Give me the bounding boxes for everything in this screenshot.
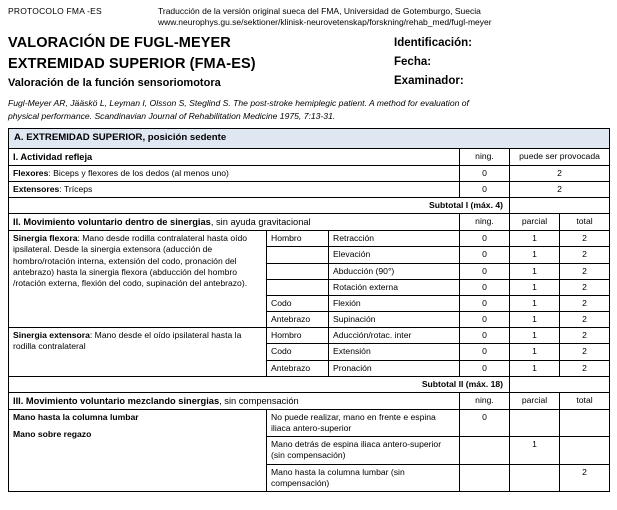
col-total-ii: total bbox=[560, 214, 610, 231]
parcial-2: 1 bbox=[510, 263, 560, 279]
row-flexores-label bbox=[9, 165, 460, 181]
total-0: 2 bbox=[560, 231, 610, 247]
translation-note bbox=[158, 6, 609, 27]
section-ii-title-bold: II. Movimiento voluntario dentro de sinergias bbox=[13, 217, 211, 228]
field-examinador: Examinador: bbox=[394, 74, 464, 87]
table-row bbox=[9, 165, 610, 181]
iii-ning-2 bbox=[460, 464, 510, 491]
joint-0: Hombro bbox=[267, 231, 329, 247]
joint-4: Codo bbox=[267, 295, 329, 311]
task-mano-columna-lumbar bbox=[9, 409, 267, 491]
flexores-bold: Flexores bbox=[13, 167, 49, 178]
extensores-prov: 2 bbox=[510, 181, 610, 197]
sinergia-extensora-bold: Sinergia extensora bbox=[13, 330, 90, 341]
translation-line-1: Traducción de la versión original sueca del FMA, Universidad de Gotemburgo, Suecia bbox=[158, 6, 481, 16]
ning-6: 0 bbox=[460, 328, 510, 344]
table-row bbox=[9, 328, 610, 344]
table-row bbox=[9, 376, 610, 392]
table-row bbox=[9, 392, 610, 409]
parcial-0: 1 bbox=[510, 231, 560, 247]
citation-line-1: Fugl-Meyer AR, Jääskö L, Leyman I, Olsson S, Steglind S. The post-stroke hemiplegic patient. A method for evaluation of bbox=[8, 98, 469, 109]
section-a-header: A. EXTREMIDAD SUPERIOR, posición sedente bbox=[9, 129, 610, 148]
ning-7: 0 bbox=[460, 344, 510, 360]
parcial-1: 1 bbox=[510, 247, 560, 263]
movement-0: Retracción bbox=[329, 231, 460, 247]
sinergia-flexora-rest: : Mano desde rodilla contralateral hasta oído ipsilateral. Desde la sinergia extensora (aducción de hombro/rotación interna, extensión del codo, pronación del antebrazo) hasta la sinergia flexora (abducción del hombro /rotación externa, flexión del codo, supinación del antebrazo). bbox=[13, 233, 248, 288]
ning-3: 0 bbox=[460, 279, 510, 295]
extensores-bold: Extensores bbox=[13, 183, 60, 194]
col-ning-i: ning. bbox=[460, 148, 510, 165]
total-1: 2 bbox=[560, 247, 610, 263]
iii-parcial-0 bbox=[510, 409, 560, 436]
section-ii-header bbox=[9, 214, 460, 231]
flexores-rest: : Biceps y flexores de los dedos (al menos uno) bbox=[48, 167, 229, 178]
iii-parcial-2 bbox=[510, 464, 560, 491]
col-ning-ii: ning. bbox=[460, 214, 510, 231]
iii-ning-0: 0 bbox=[460, 409, 510, 436]
parcial-6: 1 bbox=[510, 328, 560, 344]
joint-1 bbox=[267, 247, 329, 263]
protocol-label: PROTOCOLO FMA -ES bbox=[8, 6, 102, 16]
movement-2: Abducción (90°) bbox=[329, 263, 460, 279]
iii-parcial-1: 1 bbox=[510, 437, 560, 464]
section-iii-title-bold: III. Movimiento voluntario mezclando sinergias bbox=[13, 395, 220, 406]
joint-5: Antebrazo bbox=[267, 312, 329, 328]
col-provocada-i: puede ser provocada bbox=[510, 148, 610, 165]
page-subtitle: Valoración de la función sensoriomotora bbox=[8, 77, 221, 90]
ning-5: 0 bbox=[460, 312, 510, 328]
total-6: 2 bbox=[560, 328, 610, 344]
parcial-5: 1 bbox=[510, 312, 560, 328]
ning-4: 0 bbox=[460, 295, 510, 311]
col-parcial-iii: parcial bbox=[510, 392, 560, 409]
total-3: 2 bbox=[560, 279, 610, 295]
subtotal-ii-value[interactable] bbox=[510, 376, 610, 392]
iii-total-0 bbox=[560, 409, 610, 436]
fma-table bbox=[8, 128, 610, 492]
flexores-prov: 2 bbox=[510, 165, 610, 181]
section-ii-title-rest: , sin ayuda gravitacional bbox=[210, 217, 311, 228]
col-total-iii: total bbox=[560, 392, 610, 409]
movement-6: Aducción/rotac. inter bbox=[329, 328, 460, 344]
movement-5: Supinación bbox=[329, 312, 460, 328]
sinergia-flexora-desc bbox=[9, 231, 267, 328]
total-7: 2 bbox=[560, 344, 610, 360]
parcial-8: 1 bbox=[510, 360, 560, 376]
field-identificacion: Identificación: bbox=[394, 37, 472, 50]
ning-2: 0 bbox=[460, 263, 510, 279]
total-8: 2 bbox=[560, 360, 610, 376]
table-row bbox=[9, 181, 610, 197]
table-row bbox=[9, 409, 610, 436]
movement-1: Elevación bbox=[329, 247, 460, 263]
row-extensores-label bbox=[9, 181, 460, 197]
flexores-ning: 0 bbox=[460, 165, 510, 181]
joint-2 bbox=[267, 263, 329, 279]
parcial-7: 1 bbox=[510, 344, 560, 360]
movement-3: Rotación externa bbox=[329, 279, 460, 295]
col-ning-iii: ning. bbox=[460, 392, 510, 409]
sinergia-extensora-desc bbox=[9, 328, 267, 377]
total-4: 2 bbox=[560, 295, 610, 311]
table-row bbox=[9, 214, 610, 231]
subtotal-i-label: Subtotal I (máx. 4) bbox=[9, 197, 510, 213]
ning-0: 0 bbox=[460, 231, 510, 247]
citation bbox=[8, 97, 609, 122]
iii-total-1 bbox=[560, 437, 610, 464]
extensores-rest: : Tríceps bbox=[59, 183, 93, 194]
movement-8: Pronación bbox=[329, 360, 460, 376]
section-i-header: I. Actividad refleja bbox=[9, 148, 460, 165]
form-fields bbox=[394, 33, 609, 90]
col-parcial-ii: parcial bbox=[510, 214, 560, 231]
joint-3 bbox=[267, 279, 329, 295]
iii-desc-0: No puede realizar, mano en frente e espina iliaca antero-superior bbox=[267, 409, 460, 436]
table-row bbox=[9, 148, 610, 165]
joint-6: Hombro bbox=[267, 328, 329, 344]
sinergia-flexora-bold: Sinergia flexora bbox=[13, 233, 78, 244]
total-5: 2 bbox=[560, 312, 610, 328]
subtotal-i-value[interactable] bbox=[510, 197, 610, 213]
iii-ning-1 bbox=[460, 437, 510, 464]
translation-url: www.neurophys.gu.se/sektioner/klinisk-neurovetenskap/forskning/rehab_med/fugl-meyer bbox=[158, 16, 492, 27]
parcial-4: 1 bbox=[510, 295, 560, 311]
iii-total-2: 2 bbox=[560, 464, 610, 491]
section-iii-title-rest: , sin compensación bbox=[219, 395, 299, 406]
joint-7: Codo bbox=[267, 344, 329, 360]
total-2: 2 bbox=[560, 263, 610, 279]
joint-8: Antebrazo bbox=[267, 360, 329, 376]
table-row bbox=[9, 197, 610, 213]
extensores-ning: 0 bbox=[460, 181, 510, 197]
page-title-line-2: EXTREMIDAD SUPERIOR (FMA-ES) bbox=[8, 56, 256, 73]
table-row bbox=[9, 129, 610, 148]
sinergia-extensora-rest: : Mano desde el oído ipsilateral hasta la rodilla contralateral bbox=[13, 330, 242, 352]
movement-4: Flexión bbox=[329, 295, 460, 311]
ning-1: 0 bbox=[460, 247, 510, 263]
page-title-line-1: VALORACIÓN DE FUGL-MEYER bbox=[8, 35, 231, 52]
parcial-3: 1 bbox=[510, 279, 560, 295]
title-block bbox=[8, 33, 609, 90]
table-row bbox=[9, 231, 610, 247]
iii-desc-1: Mano detrás de espina iliaca antero-superior (sin compensación) bbox=[267, 437, 460, 464]
ning-8: 0 bbox=[460, 360, 510, 376]
field-fecha: Fecha: bbox=[394, 55, 432, 68]
task-label-1: Mano hasta la columna lumbar bbox=[13, 411, 139, 422]
task-label-2: Mano sobre regazo bbox=[13, 429, 92, 440]
title-left bbox=[8, 33, 394, 89]
document-header bbox=[8, 6, 609, 27]
citation-line-2: physical performance. Scandinavian Journal of Rehabilitation Medicine 1975, 7:13-31. bbox=[8, 110, 336, 121]
section-iii-header bbox=[9, 392, 460, 409]
iii-desc-2: Mano hasta la columna lumbar (sin compensación) bbox=[267, 464, 460, 491]
movement-7: Extensión bbox=[329, 344, 460, 360]
subtotal-ii-label: Subtotal II (máx. 18) bbox=[9, 376, 510, 392]
